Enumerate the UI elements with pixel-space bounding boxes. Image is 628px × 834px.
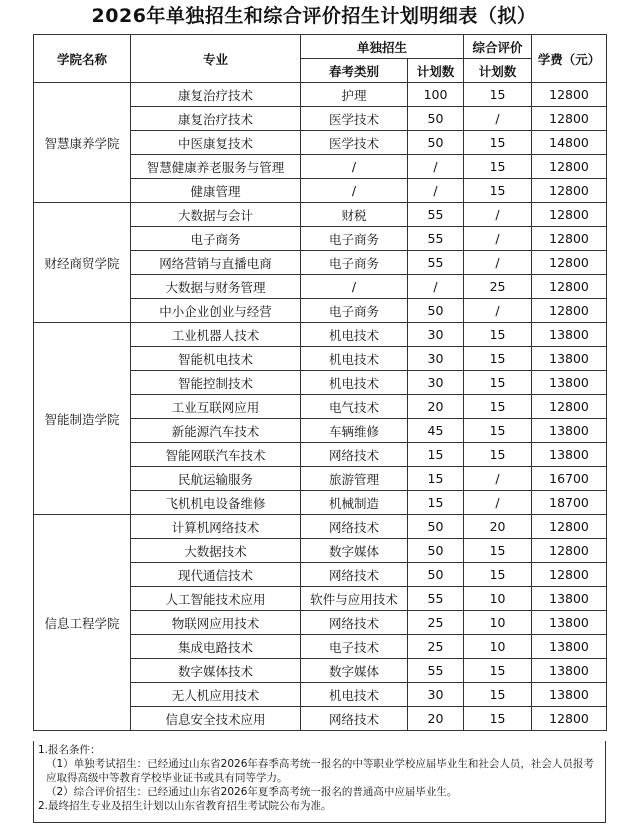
comp-plan-cell: 15 (464, 83, 532, 107)
notes-heading: 1.报名条件： (38, 744, 101, 756)
single-plan-cell: 25 (408, 611, 464, 635)
comp-plan-cell: / (464, 299, 532, 323)
comp-plan-cell: / (464, 203, 532, 227)
major-cell: 数字媒体技术 (131, 659, 301, 683)
major-cell: 电子商务 (131, 227, 301, 251)
single-plan-cell: 50 (408, 515, 464, 539)
tuition-cell: 13800 (532, 323, 607, 347)
college-name-cell: 信息工程学院 (34, 515, 131, 731)
tuition-cell: 12800 (532, 203, 607, 227)
header-tuition: 学费（元） (532, 35, 607, 83)
single-plan-cell: 55 (408, 251, 464, 275)
spring-category-cell: 网络技术 (301, 515, 408, 539)
spring-category-cell: 电子商务 (301, 227, 408, 251)
note-final: 2.最终招生专业及招生计划以山东省教育招生考试院公布为准。 (38, 800, 332, 812)
table-row (34, 515, 607, 539)
single-plan-cell: 55 (408, 587, 464, 611)
header-spring-category: 春考类别 (301, 59, 408, 83)
tuition-cell: 13800 (532, 587, 607, 611)
comp-plan-cell: / (464, 227, 532, 251)
header-comprehensive-evaluation: 综合评价 (464, 35, 532, 59)
comp-plan-cell: 15 (464, 419, 532, 443)
major-cell: 智能机电技术 (131, 347, 301, 371)
comp-plan-cell: 15 (464, 347, 532, 371)
single-plan-cell: 20 (408, 395, 464, 419)
major-cell: 新能源汽车技术 (131, 419, 301, 443)
comp-plan-cell: 15 (464, 395, 532, 419)
spring-category-cell: 网络技术 (301, 443, 408, 467)
spring-category-cell: 网络技术 (301, 611, 408, 635)
single-plan-cell: 30 (408, 347, 464, 371)
table-row (34, 203, 607, 227)
single-plan-cell: 30 (408, 371, 464, 395)
major-cell: 网络营销与直播电商 (131, 251, 301, 275)
major-cell: 智能网联汽车技术 (131, 443, 301, 467)
tuition-cell: 16700 (532, 467, 607, 491)
single-plan-cell: 15 (408, 443, 464, 467)
note-single-exam: （1）单独考试招生：已经通过山东省2026年春季高考统一报名的中等职业学校应届毕业生和社会人员，社会人员报考应取得高级中等教育学校毕业证书或具有同等学力。 (46, 758, 594, 784)
spring-category-cell: 财税 (301, 203, 408, 227)
spring-category-cell: 电子商务 (301, 299, 408, 323)
single-plan-cell: 50 (408, 299, 464, 323)
comp-plan-cell: 10 (464, 587, 532, 611)
tuition-cell: 12800 (532, 275, 607, 299)
spring-category-cell: 数字媒体 (301, 659, 408, 683)
tuition-cell: 12800 (532, 83, 607, 107)
tuition-cell: 13800 (532, 419, 607, 443)
comp-plan-cell: 15 (464, 179, 532, 203)
spring-category-cell: 电气技术 (301, 395, 408, 419)
college-name-cell: 智慧康养学院 (34, 83, 131, 203)
tuition-cell: 14800 (532, 131, 607, 155)
tuition-cell: 12800 (532, 107, 607, 131)
comp-plan-cell: 15 (464, 371, 532, 395)
spring-category-cell: 机电技术 (301, 683, 408, 707)
header-major: 专业 (131, 35, 301, 83)
comp-plan-cell: / (464, 107, 532, 131)
major-cell: 工业互联网应用 (131, 395, 301, 419)
single-plan-cell: 45 (408, 419, 464, 443)
tuition-cell: 13800 (532, 611, 607, 635)
tuition-cell: 13800 (532, 443, 607, 467)
major-cell: 康复治疗技术 (131, 107, 301, 131)
major-cell: 集成电路技术 (131, 635, 301, 659)
spring-category-cell: 机电技术 (301, 323, 408, 347)
tuition-cell: 13800 (532, 371, 607, 395)
major-cell: 民航运输服务 (131, 467, 301, 491)
single-plan-cell: 20 (408, 707, 464, 731)
major-cell: 物联网应用技术 (131, 611, 301, 635)
header-single-plan-count: 计划数 (408, 59, 464, 83)
comp-plan-cell: / (464, 251, 532, 275)
spring-category-cell: 网络技术 (301, 563, 408, 587)
spring-category-cell: 旅游管理 (301, 467, 408, 491)
single-plan-cell: 50 (408, 563, 464, 587)
spring-category-cell: / (301, 275, 408, 299)
single-plan-cell: 50 (408, 107, 464, 131)
tuition-cell: 12800 (532, 299, 607, 323)
spring-category-cell: 车辆维修 (301, 419, 408, 443)
tuition-cell: 12800 (532, 251, 607, 275)
comp-plan-cell: 15 (464, 323, 532, 347)
spring-category-cell: 电子商务 (301, 251, 408, 275)
single-plan-cell: 55 (408, 227, 464, 251)
comp-plan-cell: 15 (464, 659, 532, 683)
single-plan-cell: / (408, 155, 464, 179)
major-cell: 大数据与财务管理 (131, 275, 301, 299)
spring-category-cell: 医学技术 (301, 107, 408, 131)
major-cell: 中小企业创业与经营 (131, 299, 301, 323)
major-cell: 康复治疗技术 (131, 83, 301, 107)
single-plan-cell: 15 (408, 491, 464, 515)
header-comp-plan-count: 计划数 (464, 59, 532, 83)
comp-plan-cell: 10 (464, 635, 532, 659)
comp-plan-cell: / (464, 491, 532, 515)
major-cell: 智能控制技术 (131, 371, 301, 395)
single-plan-cell: 25 (408, 635, 464, 659)
single-plan-cell: 30 (408, 323, 464, 347)
single-plan-cell: / (408, 275, 464, 299)
comp-plan-cell: 15 (464, 683, 532, 707)
comp-plan-cell: 10 (464, 611, 532, 635)
comp-plan-cell: 20 (464, 515, 532, 539)
college-name-cell: 财经商贸学院 (34, 203, 131, 323)
single-plan-cell: / (408, 179, 464, 203)
notes-section (33, 741, 606, 823)
major-cell: 工业机器人技术 (131, 323, 301, 347)
comp-plan-cell: 15 (464, 707, 532, 731)
major-cell: 信息安全技术应用 (131, 707, 301, 731)
single-plan-cell: 100 (408, 83, 464, 107)
spring-category-cell: 软件与应用技术 (301, 587, 408, 611)
tuition-cell: 12800 (532, 395, 607, 419)
spring-category-cell: 机电技术 (301, 347, 408, 371)
spring-category-cell: 机械制造 (301, 491, 408, 515)
single-plan-cell: 55 (408, 203, 464, 227)
spring-category-cell: 网络技术 (301, 707, 408, 731)
spring-category-cell: / (301, 179, 408, 203)
comp-plan-cell: 15 (464, 539, 532, 563)
tuition-cell: 13800 (532, 659, 607, 683)
single-plan-cell: 15 (408, 467, 464, 491)
comp-plan-cell: 15 (464, 443, 532, 467)
major-cell: 健康管理 (131, 179, 301, 203)
tuition-cell: 12800 (532, 539, 607, 563)
table-row (34, 83, 607, 107)
major-cell: 现代通信技术 (131, 563, 301, 587)
spring-category-cell: 机电技术 (301, 371, 408, 395)
major-cell: 大数据技术 (131, 539, 301, 563)
single-plan-cell: 30 (408, 683, 464, 707)
major-cell: 智慧健康养老服务与管理 (131, 155, 301, 179)
major-cell: 飞机机电设备维修 (131, 491, 301, 515)
table-row (34, 323, 607, 347)
single-plan-cell: 50 (408, 539, 464, 563)
spring-category-cell: 电子技术 (301, 635, 408, 659)
tuition-cell: 18700 (532, 491, 607, 515)
college-name-cell: 智能制造学院 (34, 323, 131, 515)
spring-category-cell: 医学技术 (301, 131, 408, 155)
tuition-cell: 12800 (532, 155, 607, 179)
major-cell: 大数据与会计 (131, 203, 301, 227)
page-title: 2026年单独招生和综合评价招生计划明细表（拟） (91, 5, 537, 27)
tuition-cell: 13800 (532, 347, 607, 371)
tuition-cell: 12800 (532, 179, 607, 203)
comp-plan-cell: / (464, 467, 532, 491)
tuition-cell: 12800 (532, 227, 607, 251)
major-cell: 计算机网络技术 (131, 515, 301, 539)
tuition-cell: 13800 (532, 635, 607, 659)
major-cell: 人工智能技术应用 (131, 587, 301, 611)
spring-category-cell: 数字媒体 (301, 539, 408, 563)
note-comprehensive: （2）综合评价招生：已经通过山东省2026年夏季高考统一报名的普通高中应届毕业生。 (46, 786, 458, 798)
comp-plan-cell: 15 (464, 155, 532, 179)
tuition-cell: 12800 (532, 563, 607, 587)
major-cell: 无人机应用技术 (131, 683, 301, 707)
major-cell: 中医康复技术 (131, 131, 301, 155)
spring-category-cell: / (301, 155, 408, 179)
table-body (34, 83, 607, 731)
header-single-enrollment: 单独招生 (301, 35, 464, 59)
single-plan-cell: 55 (408, 659, 464, 683)
header-college: 学院名称 (34, 35, 131, 83)
spring-category-cell: 护理 (301, 83, 408, 107)
comp-plan-cell: 15 (464, 563, 532, 587)
tuition-cell: 12800 (532, 515, 607, 539)
comp-plan-cell: 15 (464, 131, 532, 155)
tuition-cell: 13800 (532, 683, 607, 707)
comp-plan-cell: 25 (464, 275, 532, 299)
tuition-cell: 12800 (532, 707, 607, 731)
enrollment-plan-table (33, 34, 607, 731)
single-plan-cell: 50 (408, 131, 464, 155)
